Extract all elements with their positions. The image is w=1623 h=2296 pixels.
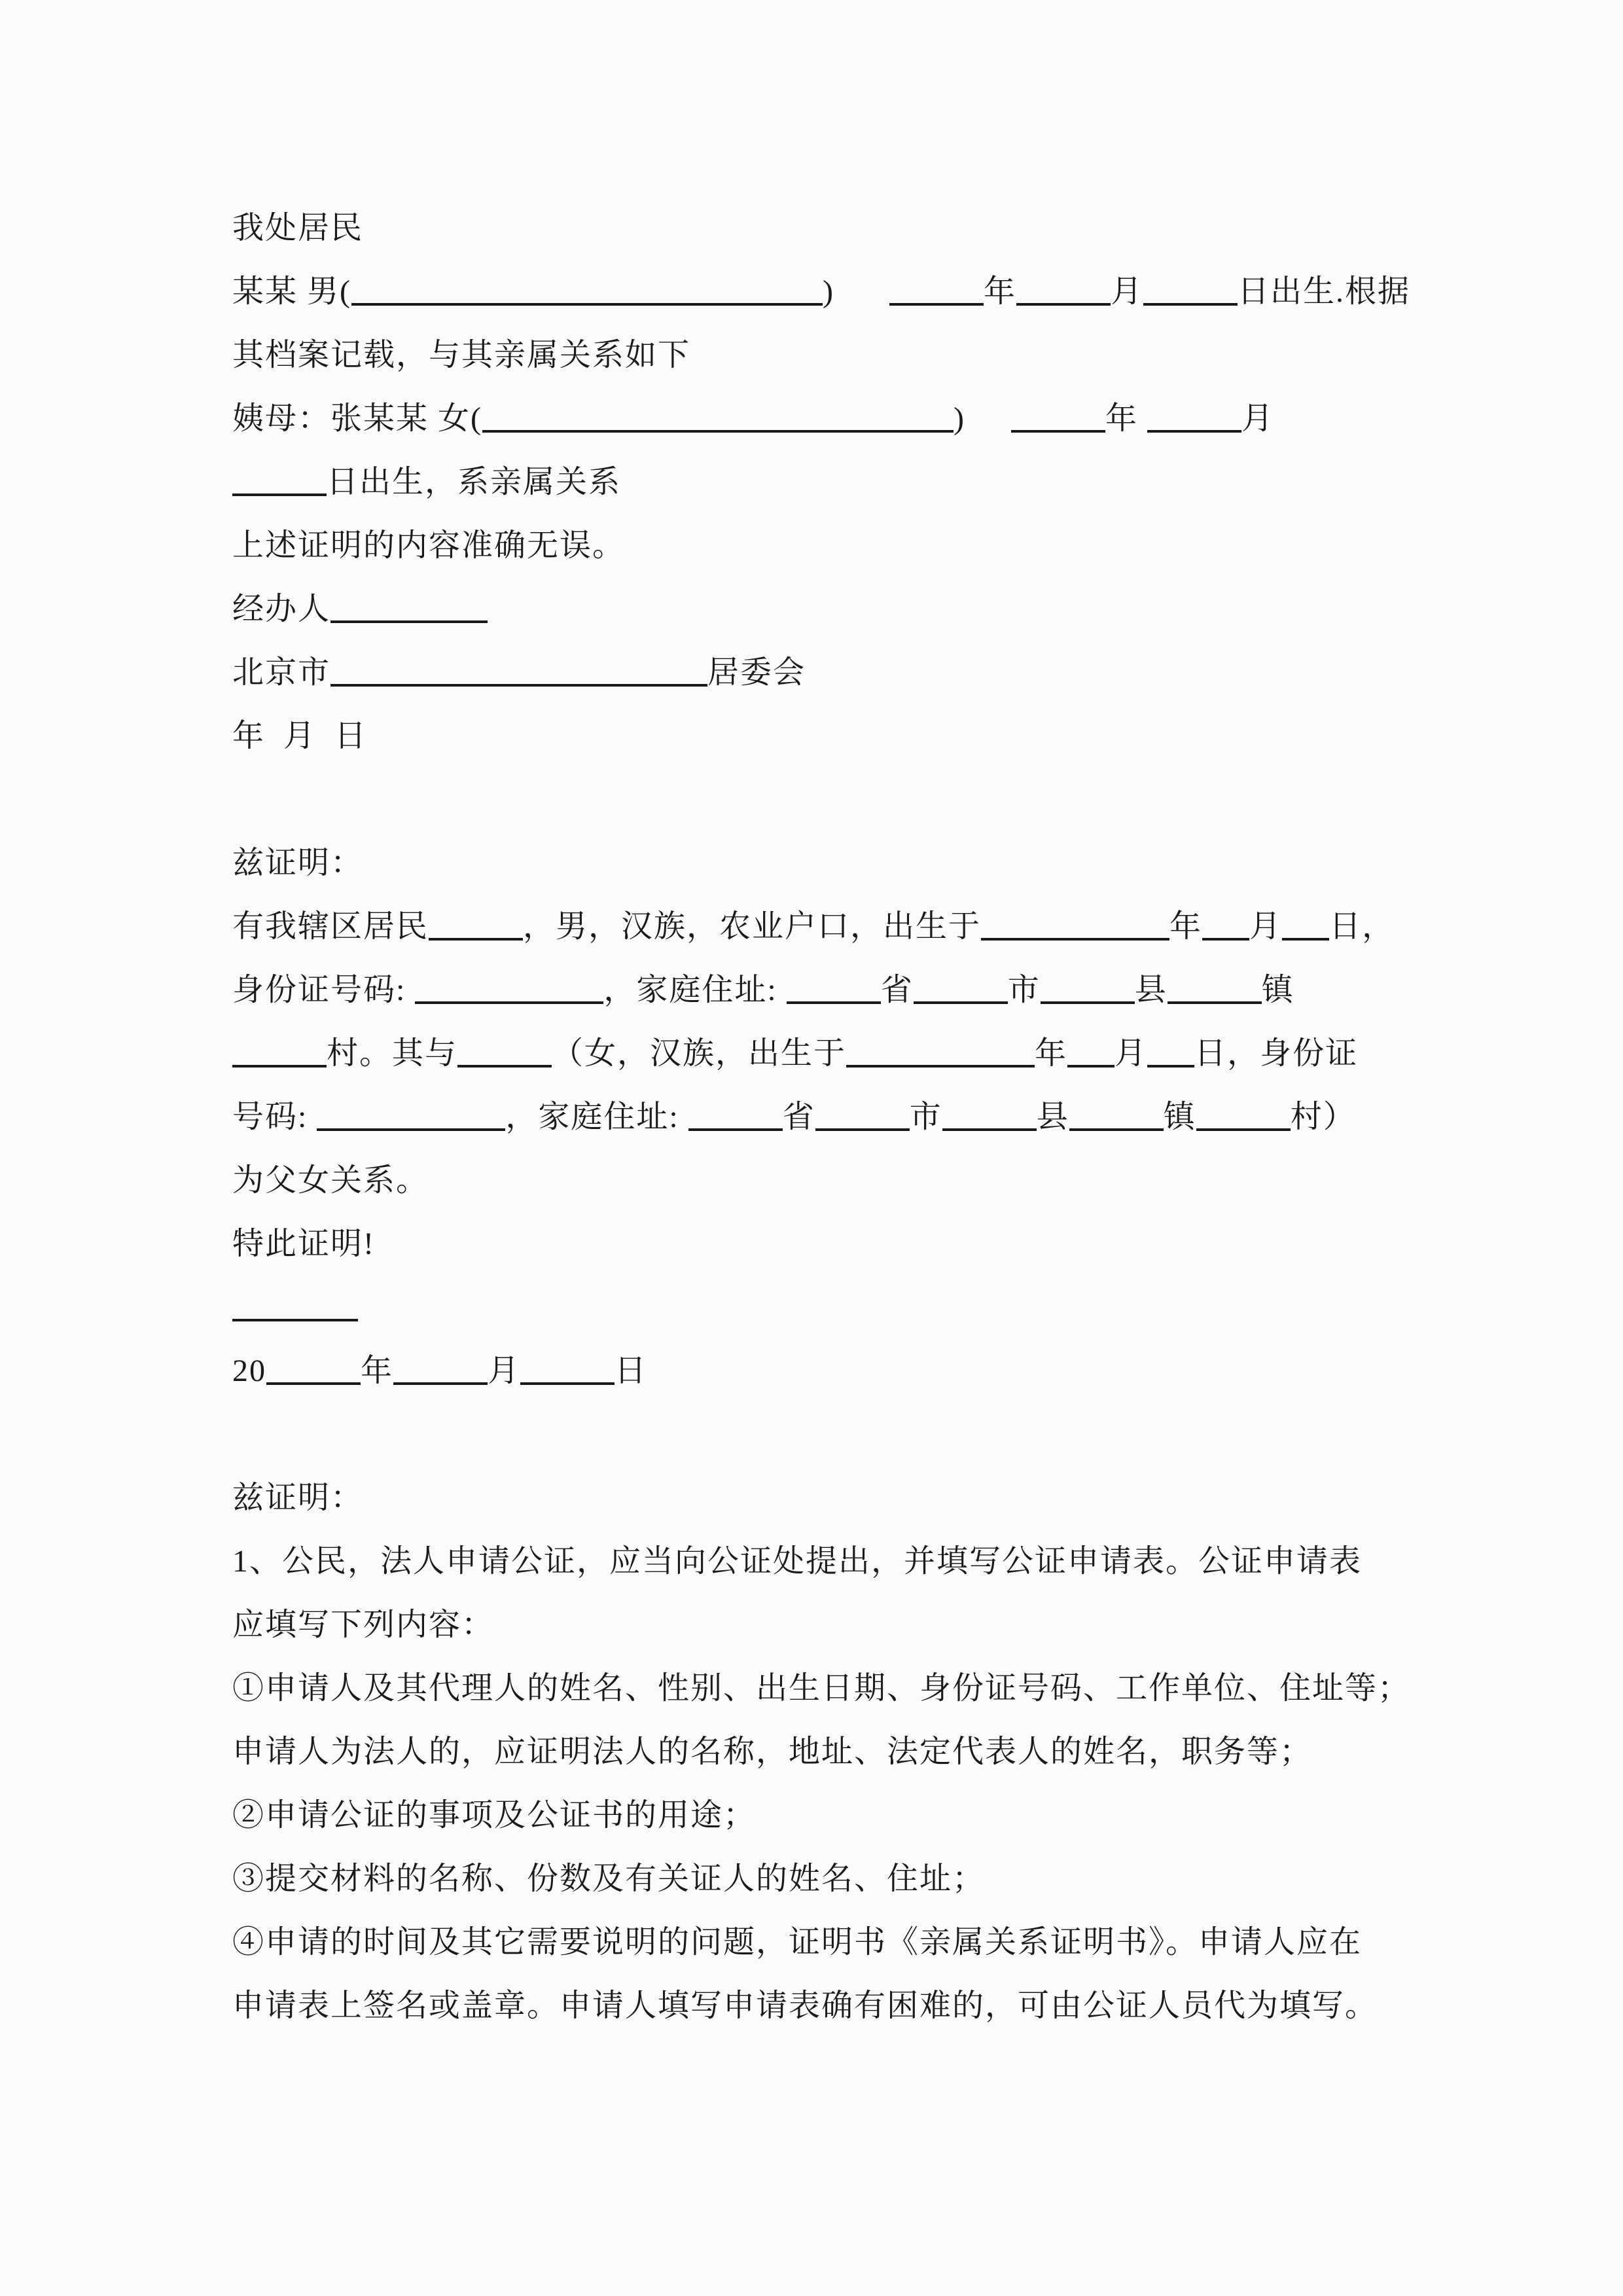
fill-in-blank xyxy=(1041,970,1135,1004)
fill-in-blank xyxy=(1196,1097,1291,1131)
text-line: 年 月 日 xyxy=(232,719,368,753)
fill-in-blank xyxy=(482,399,954,433)
fill-in-blank xyxy=(232,1287,358,1321)
fill-in-blank xyxy=(889,272,984,306)
fill-in-blank xyxy=(1067,1033,1115,1067)
text-line: 兹证明： xyxy=(232,1480,364,1515)
text-line: 1、公民，法人申请公证，应当向公证处提出，并填写公证申请表。公证申请表 xyxy=(232,1544,1363,1579)
fill-in-blank xyxy=(981,906,1169,941)
fill-in-blank xyxy=(914,970,1008,1004)
fill-in-blank xyxy=(688,1097,783,1131)
notary-application-instructions xyxy=(232,1466,1414,2037)
fill-in-blank xyxy=(787,970,881,1004)
text-line: 上述证明的内容准确无误。 xyxy=(232,528,626,563)
text-line: 村。其与 （女，汉族，出生于 年 月 日，身份证 xyxy=(232,1022,1414,1085)
fill-in-blank xyxy=(429,906,523,941)
text-line: 身份证号码: ，家庭住址: 省 市 县 镇 xyxy=(232,958,1414,1022)
text-line: 申请表上签名或盖章。申请人填写申请表确有困难的，可由公证人员代为填写。 xyxy=(232,1988,1378,2023)
text-line: 号码: ，家庭住址: 省 市 县 镇 村） xyxy=(232,1085,1414,1149)
relative-relationship-certificate xyxy=(232,196,1414,768)
district-resident-certificate xyxy=(232,831,1414,1403)
text-line: 北京市 居委会 xyxy=(232,641,1414,704)
fill-in-blank xyxy=(351,272,823,306)
text-line: 我处居民 xyxy=(232,211,364,245)
text-line: 20 年 月 日 xyxy=(232,1339,1414,1403)
fill-in-blank xyxy=(457,1033,552,1067)
text-line xyxy=(232,1276,1414,1339)
fill-in-blank xyxy=(942,1097,1037,1131)
fill-in-blank xyxy=(815,1097,910,1131)
text-line: 为父女关系。 xyxy=(232,1163,429,1198)
text-line: 应填写下列内容： xyxy=(232,1607,495,1642)
fill-in-blank xyxy=(1016,272,1111,306)
fill-in-blank xyxy=(415,970,603,1004)
text-line: 经办人 xyxy=(232,577,1414,641)
fill-in-blank xyxy=(330,653,707,687)
fill-in-blank xyxy=(1168,970,1262,1004)
text-line: 特此证明! xyxy=(232,1227,375,1261)
fill-in-blank xyxy=(1147,1033,1194,1067)
text-line: 申请人为法人的，应证明法人的名称，地址、法定代表人的姓名，职务等； xyxy=(232,1734,1313,1769)
fill-in-blank xyxy=(330,589,488,623)
fill-in-blank xyxy=(1147,399,1241,433)
fill-in-blank xyxy=(232,1033,327,1067)
text-line: ①申请人及其代理人的姓名、性别、出生日期、身份证号码、工作单位、住址等； xyxy=(232,1671,1411,1706)
fill-in-blank xyxy=(1202,906,1249,941)
fill-in-blank xyxy=(846,1033,1035,1067)
text-line: 其档案记载，与其亲属关系如下 xyxy=(232,338,691,372)
text-line: 日出生，系亲属关系 xyxy=(232,450,1414,514)
text-line: 兹证明： xyxy=(232,846,364,880)
fill-in-blank xyxy=(393,1351,488,1385)
fill-in-blank xyxy=(520,1351,615,1385)
fill-in-blank xyxy=(317,1097,505,1131)
text-line: 有我辖区居民 ，男，汉族，农业户口，出生于 年 月 日， xyxy=(232,895,1414,958)
text-line: ②申请公证的事项及公证书的用途； xyxy=(232,1798,757,1833)
text-line: ③提交材料的名称、份数及有关证人的姓名、住址； xyxy=(232,1861,986,1896)
text-line: 某某 男( ) 年 月 日出生.根据 xyxy=(232,260,1414,323)
fill-in-blank xyxy=(1282,906,1329,941)
fill-in-blank xyxy=(1011,399,1105,433)
fill-in-blank xyxy=(1143,272,1238,306)
fill-in-blank xyxy=(232,462,327,496)
fill-in-blank xyxy=(266,1351,361,1385)
text-line: ④申请的时间及其它需要说明的问题，证明书《亲属关系证明书》。申请人应在 xyxy=(232,1925,1363,1960)
fill-in-blank xyxy=(1069,1097,1164,1131)
text-line: 姨母：张某某 女( ) 年 月 xyxy=(232,387,1414,450)
